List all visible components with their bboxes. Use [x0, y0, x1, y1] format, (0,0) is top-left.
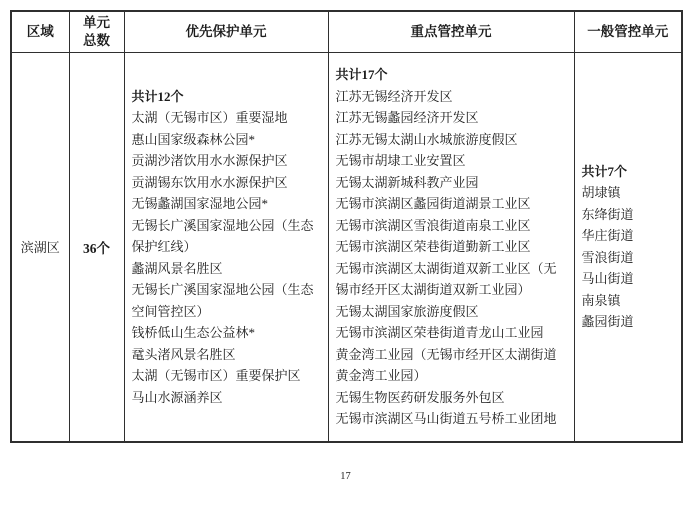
list-item: 无锡蠡湖国家湿地公园* [131, 196, 269, 211]
unit-total-cell [69, 52, 124, 442]
list-item: 无锡长广溪国家湿地公园（生态空间管控区） [131, 282, 314, 319]
list-item: 江苏无锡蠡园经济开发区 [335, 110, 479, 125]
list-item: 无锡市滨湖区太湖街道双新工业区（无锡市经开区太湖街道双新工业园） [335, 260, 557, 297]
list-item: 无锡太湖国家旅游度假区 [335, 303, 479, 319]
region-value: 滨湖区 [20, 240, 60, 256]
list-item: 无锡太湖新城科教产业园 [335, 174, 479, 190]
col-header-general-control-label: 一般管控单元 [587, 23, 669, 39]
priority-summary: 共计12个 [131, 88, 184, 104]
list-item: 钱桥低山生态公益林* [131, 325, 256, 340]
col-header-priority-units [124, 11, 328, 52]
list-item: 蠡湖风景名胜区 [131, 260, 223, 276]
general-control-units-cell [574, 52, 682, 442]
col-header-region-label: 区域 [26, 23, 54, 39]
col-header-priority-label: 优先保护单元 [185, 23, 267, 39]
zoning-units-table [10, 10, 683, 443]
page-number: 17 [340, 471, 351, 482]
list-item: 无锡生物医药研发服务外包区 [335, 389, 505, 405]
col-header-unit-total-line2: 总数 [83, 32, 110, 48]
col-header-general-control-units [574, 11, 682, 52]
list-item: 马山水源涵养区 [131, 389, 223, 405]
col-header-region [11, 11, 69, 52]
list-item: 无锡市滨湖区雪浪街道南泉工业区 [335, 217, 531, 233]
list-item: 黄金湾工业园（无锡市经开区太湖街道黄金湾工业园） [335, 346, 557, 383]
list-item: 无锡长广溪国家湿地公园（生态保护红线） [131, 217, 314, 254]
list-item: 江苏无锡经济开发区 [335, 88, 453, 104]
list-item: 惠山国家级森林公园* [131, 131, 256, 147]
list-item: 华庄街道 [581, 228, 634, 244]
list-item: 贡湖锡东饮用水水源保护区 [131, 174, 288, 190]
col-header-unit-total [69, 11, 124, 52]
col-header-unit-total-line1: 单元 [83, 14, 110, 30]
col-header-key-control-units [328, 11, 574, 52]
region-cell [11, 52, 69, 442]
list-item: 江苏无锡太湖山水城旅游度假区 [335, 131, 518, 147]
general-control-summary: 共计7个 [581, 163, 628, 179]
list-item: 太湖（无锡市区）重要保护区 [131, 368, 301, 383]
list-item: 雪浪街道 [581, 249, 634, 265]
list-item: 马山街道 [581, 271, 634, 287]
table-header-row [11, 11, 682, 52]
list-item: 无锡市滨湖区荣巷街道勤新工业区 [335, 239, 531, 254]
key-control-summary: 共计17个 [335, 67, 388, 82]
list-item: 无锡市滨湖区荣巷街道青龙山工业园 [335, 325, 544, 340]
list-item: 贡湖沙渚饮用水水源保护区 [131, 153, 288, 168]
key-control-units-cell [328, 52, 574, 442]
list-item: 胡埭镇 [581, 185, 621, 201]
list-item: 南泉镇 [581, 292, 621, 308]
list-item: 鼋头渚风景名胜区 [131, 346, 236, 362]
list-item: 太湖（无锡市区）重要湿地 [131, 110, 288, 125]
list-item: 无锡市滨湖区马山街道五号桥工业团地 [335, 411, 557, 426]
unit-total-value: 36个 [83, 240, 110, 256]
col-header-key-control-label: 重点管控单元 [410, 23, 492, 39]
priority-units-cell [124, 52, 328, 442]
list-item: 无锡市滨湖区蠡园街道湖景工业区 [335, 196, 531, 211]
list-item: 无锡市胡埭工业安置区 [335, 153, 466, 168]
list-item: 东绛街道 [581, 206, 634, 222]
table-row [11, 52, 682, 442]
list-item: 蠡园街道 [581, 314, 634, 330]
